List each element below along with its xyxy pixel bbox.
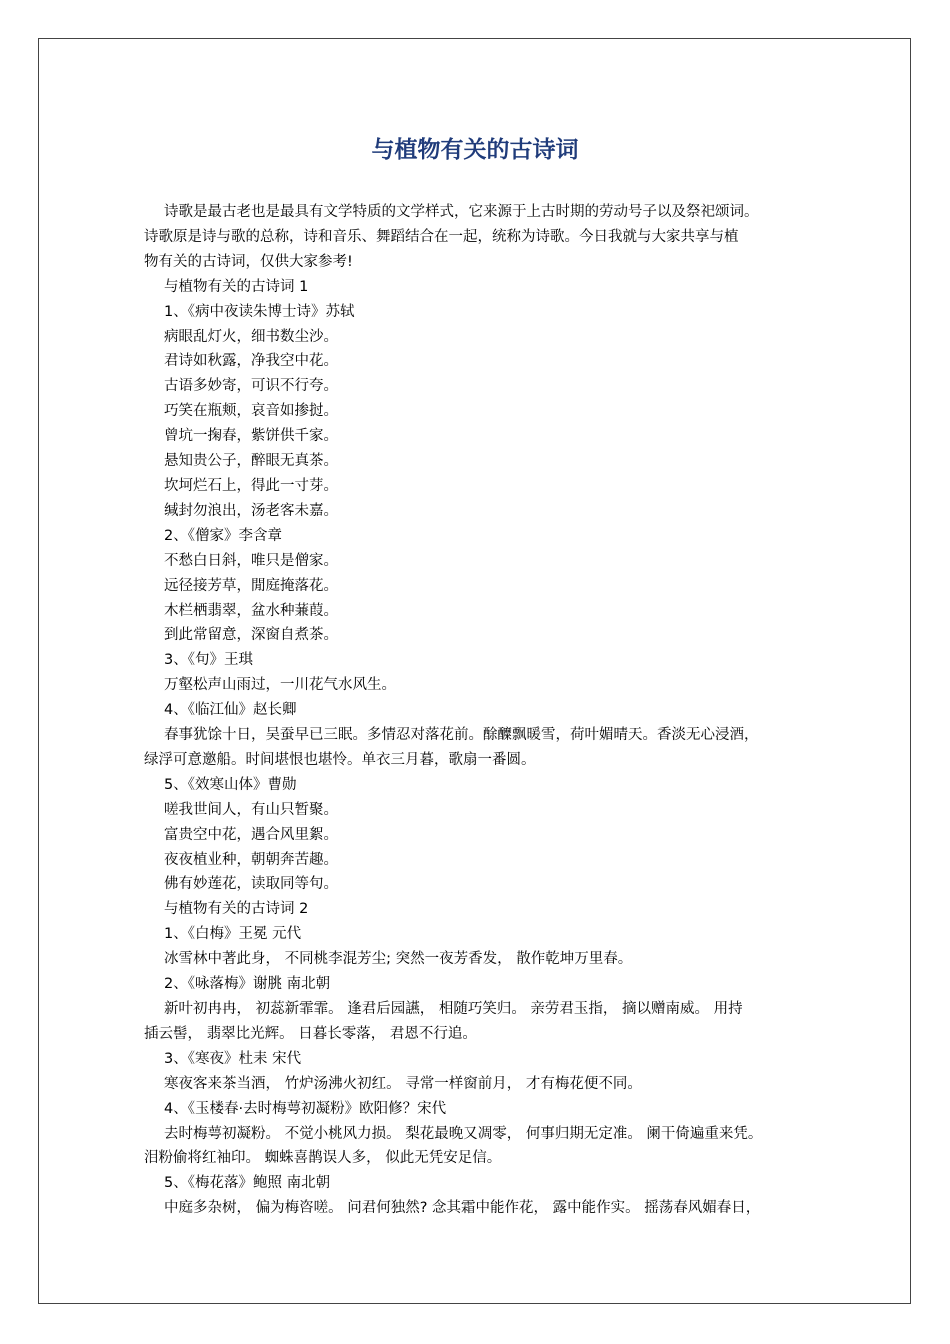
poem-line: 木栏栖翡翠，盆水种蒹葭。 [164,602,338,619]
poem-title: 2、《僧家》李含章 [164,527,282,544]
document-body [144,200,820,1221]
poem-line: 冰雪林中著此身， 不同桃李混芳尘; 突然一夜芳香发， 散作乾坤万里春。 [164,951,633,968]
poem-title: 2、《咏落梅》谢朓 南北朝 [164,976,331,993]
section-heading-2: 与植物有关的古诗词 2 [164,901,309,918]
poem-line: 病眼乱灯火，细书数尘沙。 [164,328,338,345]
poem-line: 万壑松声山雨过，一川花气水风生。 [164,677,396,694]
poem-line: 去时梅萼初凝粉。 不觉小桃风力损。 梨花最晚又凋零， 何事归期无定准。 阑干倚遍重来凭。 [164,1125,763,1142]
poem-line: 寒夜客来茶当酒， 竹炉汤沸火初红。 寻常一样窗前月， 才有梅花便不同。 [164,1075,642,1092]
poem-line: 到此常留意，深窗自煮茶。 [164,627,338,644]
poem-line: 夜夜植业种，朝朝奔苦趣。 [164,851,338,868]
poem-line: 新叶初冉冉， 初蕊新霏霏。 逢君后园讌， 相随巧笑归。 亲劳君玉指， 摘以赠南威。 用持 [164,1001,743,1017]
poem-line: 曾坑一掬春，紫饼供千家。 [164,428,338,445]
poem-line: 佛有妙莲花，读取同等句。 [164,876,338,893]
intro-line-2: 诗歌原是诗与歌的总称，诗和音乐、舞蹈结合在一起，统称为诗歌。今日我就与大家共享与植 [144,228,739,245]
poem-line: 绿浮可意邀船。时间堪恨也堪怜。单衣三月暮，歌扇一番圆。 [144,751,536,768]
intro-line-1: 诗歌是最古老也是最具有文学特质的文学样式，它来源于上古时期的劳动号子以及祭祀颂词。 [164,204,759,220]
poem-title: 5、《效寒山体》曹勋 [164,776,297,793]
poem-line: 插云髻， 翡翠比光辉。 日暮长零落， 君恩不行追。 [144,1025,477,1042]
poem-title: 4、《玉楼春·去时梅萼初凝粉》欧阳修？宋代 [164,1100,447,1117]
intro-line-3: 物有关的古诗词，仅供大家参考! [144,253,353,270]
poem-line: 巧笑在瓶颊，哀音如掺挝。 [164,403,338,420]
poem-title: 3、《句》王琪 [164,652,253,669]
poem-line: 嗟我世间人，有山只暂聚。 [164,801,338,818]
poem-title: 4、《临江仙》赵长卿 [164,702,297,719]
poem-line: 悬知贵公子，醉眼无真茶。 [164,453,338,470]
poem-line: 春事犹馀十日，吴蚕早已三眠。多情忍对落花前。酴醾飘暖雪，荷叶媚晴天。香淡无心浸酒， [164,727,759,744]
poem-line: 不愁白日斜，唯只是僧家。 [164,552,338,569]
poem-title: 5、《梅花落》鲍照 南北朝 [164,1175,331,1192]
poem-line: 古语多妙寄，可识不行夸。 [164,378,338,395]
poem-title: 3、《寒夜》杜耒 宋代 [164,1050,302,1067]
poem-line: 远径接芳草，閒庭掩落花。 [164,577,338,594]
poem-title: 1、《病中夜读朱博士诗》苏轼 [164,303,355,320]
poem-line: 泪粉偷将红袖印。 蜘蛛喜鹊误人多， 似此无凭安足信。 [144,1150,502,1167]
poem-line: 富贵空中花，遇合风里絮。 [164,826,338,843]
poem-line: 中庭多杂树， 偏为梅咨嗟。 问君何独然? 念其霜中能作花， 露中能作实。 摇荡春风媚春日， [164,1200,761,1217]
document-title: 与植物有关的古诗词 [371,137,579,163]
poem-line: 坎坷烂石上，得此一寸芽。 [164,477,338,494]
poem-line: 君诗如秋露，净我空中花。 [164,353,338,370]
section-heading-1: 与植物有关的古诗词 1 [164,278,309,295]
poem-line: 缄封勿浪出，汤老客未嘉。 [164,502,338,519]
poem-title: 1、《白梅》王冕 元代 [164,926,302,943]
